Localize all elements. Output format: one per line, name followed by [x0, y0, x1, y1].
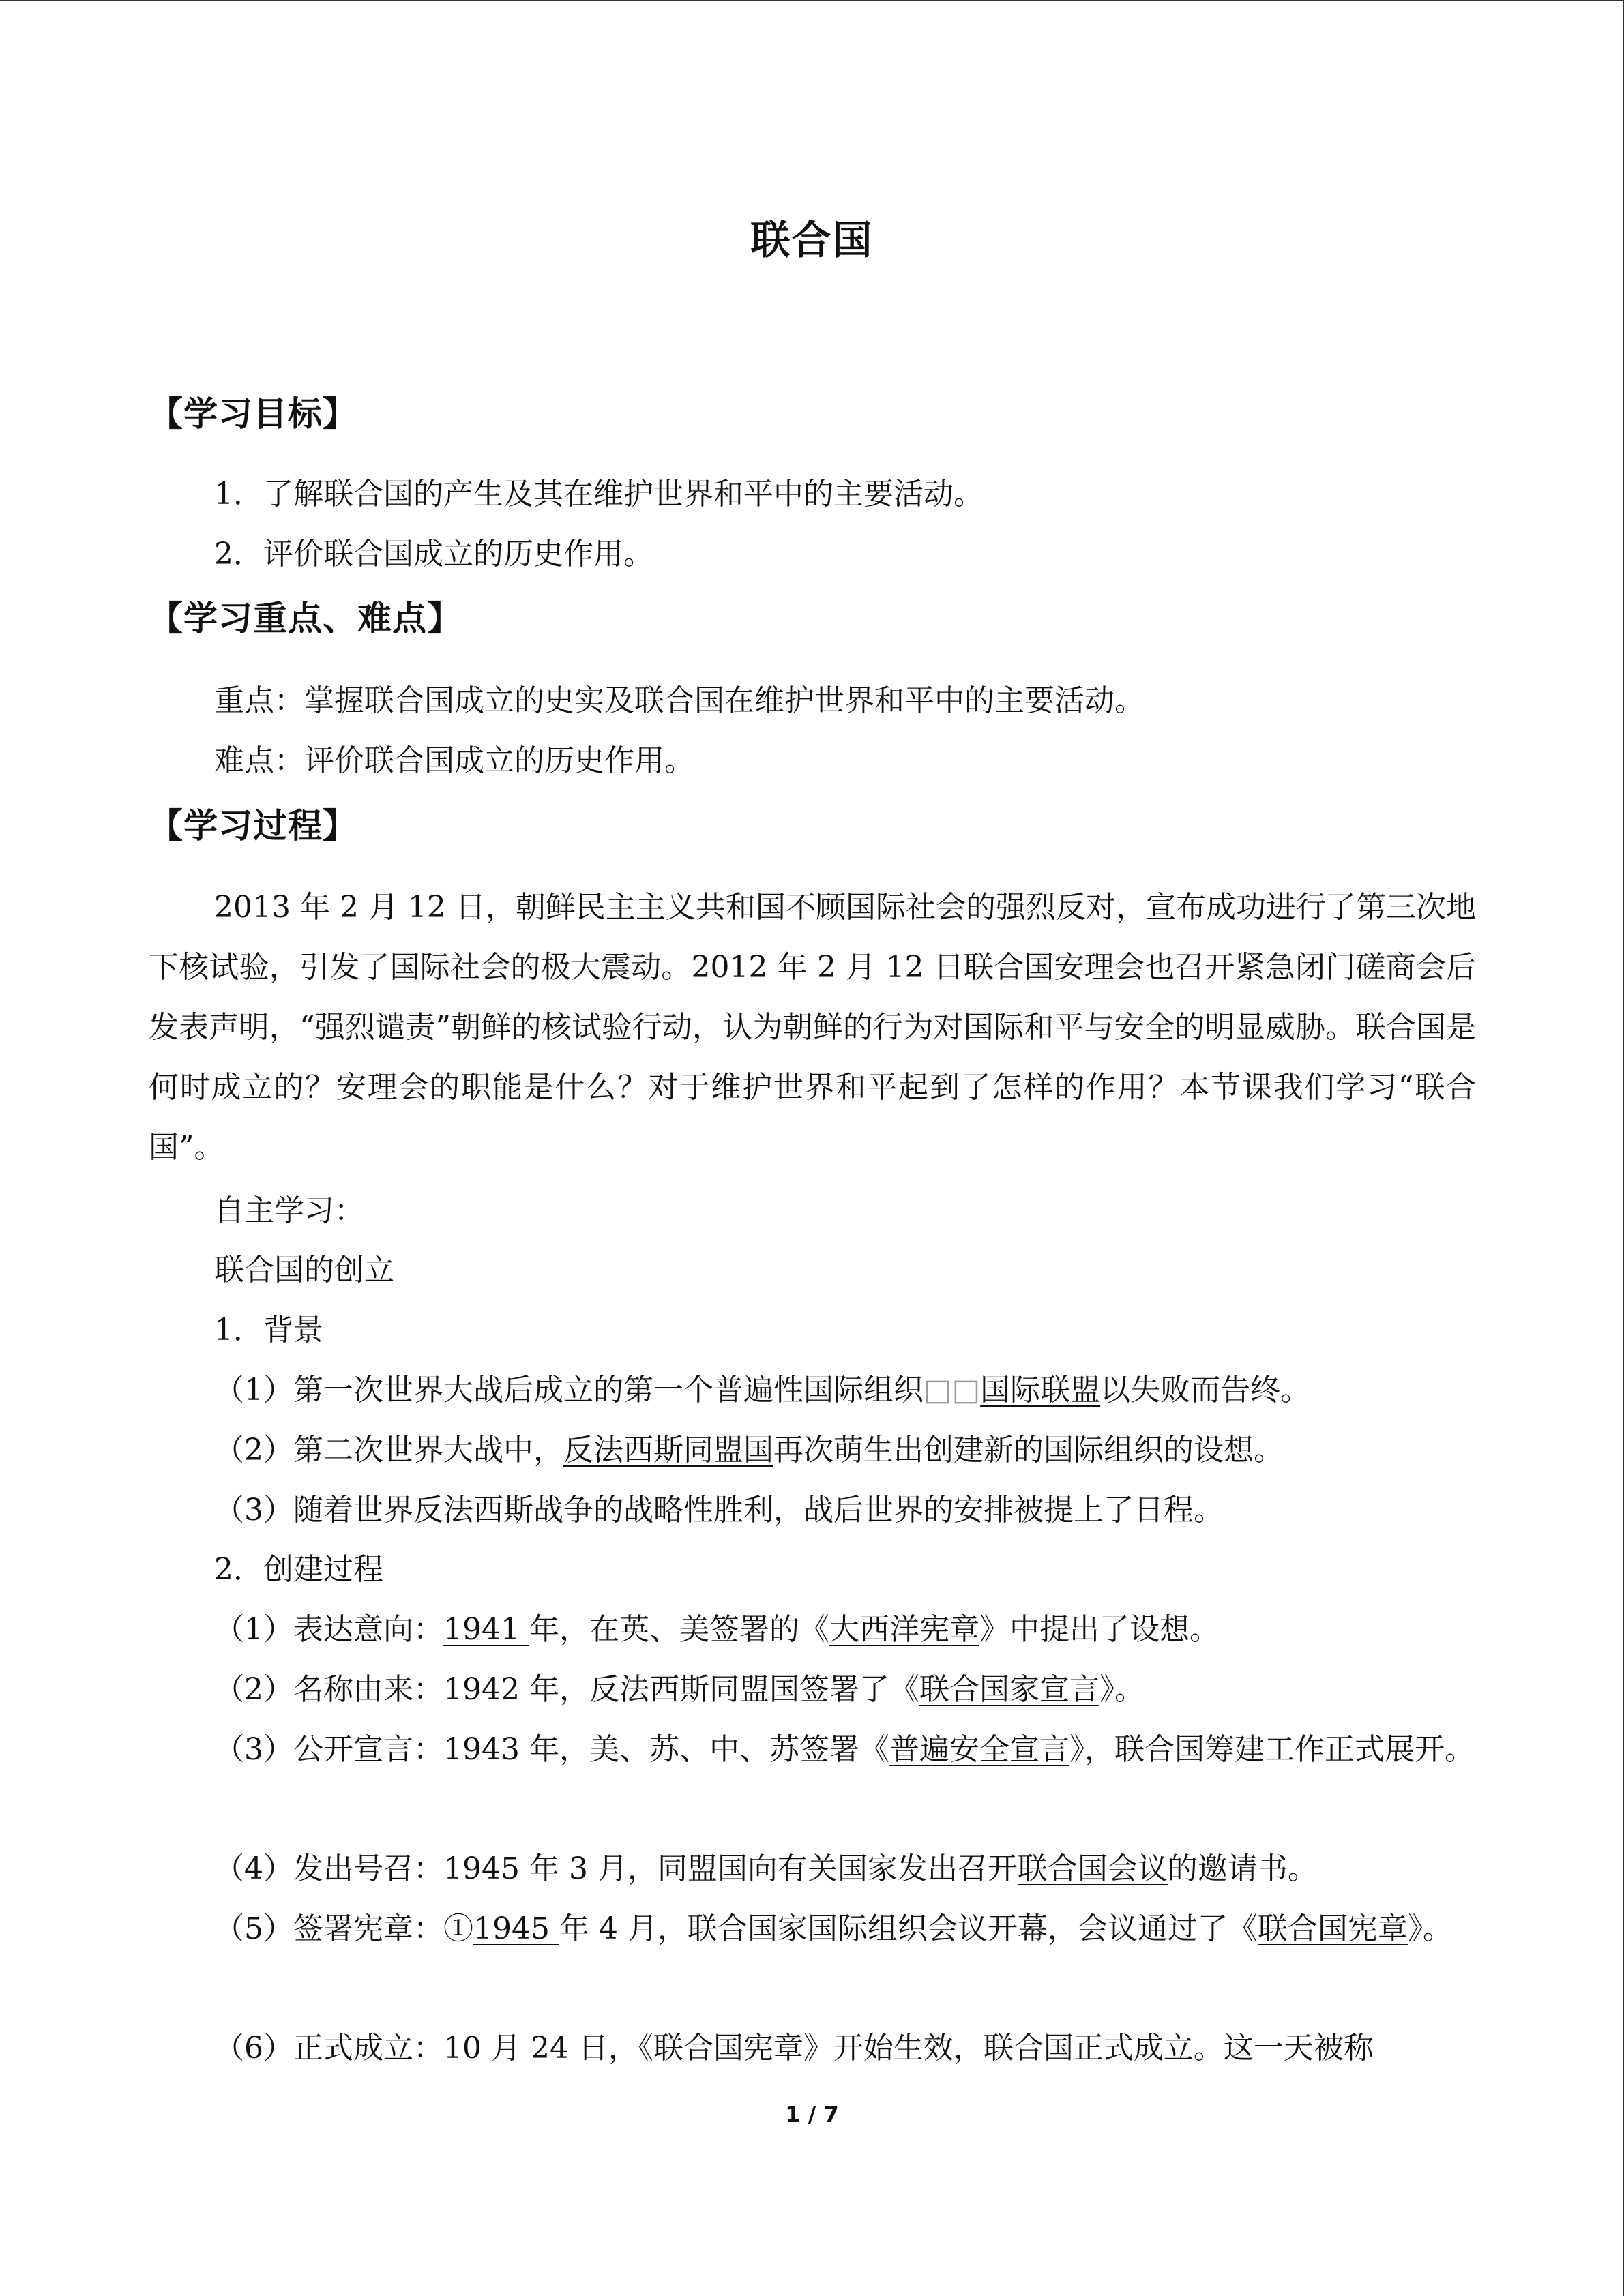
- answer-allied-nations: 反法西斯同盟国: [563, 1433, 773, 1467]
- answer-un-conference: 联合国会议: [1017, 1851, 1168, 1886]
- founding-heading: 联合国的创立: [214, 1253, 394, 1287]
- process-item-5: （5）签署宪章：①1945 年 4 月，联合国家国际组织会议开幕，会议通过了《联合国宪章》。: [214, 1911, 1453, 1946]
- answer-league-of-nations: 国际联盟: [980, 1373, 1101, 1407]
- process-item-2: （2）名称由来：1942 年，反法西斯同盟国签署了《联合国家宣言》。: [214, 1672, 1145, 1707]
- intro-paragraph: 2013 年 2 月 12 日，朝鲜民主主义共和国不顾国际社会的强烈反对，宣布成功进行了第三次地下核试验，引发了国际社会的极大震动。2012 年 2 月 12 日联合国安理会也召开紧急闭门磋商会后发表声明，“强烈谴责”朝鲜的核试验行动，认为朝鲜的行为对国际和平与安全的明显威胁。联合国是何时成立的？安理会的职能是什么？对于维护世界和平起到了怎样的作用？本节课我们学习“联合国”。: [149, 890, 1476, 1165]
- answer-year-1945: 1945: [473, 1911, 559, 1946]
- answer-security-declaration: 普遍安全宣言: [889, 1732, 1069, 1767]
- difficult-point: 难点：评价联合国成立的历史作用。: [214, 743, 694, 778]
- goal-item-1: 1．了解联合国的产生及其在维护世界和平中的主要活动。: [214, 477, 984, 511]
- answer-un-charter: 联合国宪章: [1257, 1911, 1408, 1946]
- page-border-top: [0, 0, 1624, 1]
- placeholder-boxes: □□: [924, 1373, 981, 1407]
- answer-atlantic-charter: 大西洋宪章: [829, 1612, 979, 1647]
- background-label: 1．背景: [214, 1313, 323, 1347]
- background-item-3: （3）随着世界反法西斯战争的战略性胜利，战后世界的安排被提上了日程。: [214, 1493, 1224, 1527]
- process-item-3: （3）公开宣言：1943 年，美、苏、中、苏签署《普遍安全宣言》，联合国筹建工作正式展开。: [214, 1732, 1475, 1767]
- page-number: 1 / 7: [785, 2102, 839, 2128]
- process-item-1: （1）表达意向：1941 年，在英、美签署的《大西洋宪章》中提出了设想。: [214, 1612, 1220, 1647]
- page-title: 联合国: [750, 217, 874, 263]
- goal-item-2: 2．评价联合国成立的历史作用。: [214, 537, 653, 571]
- learning-goals-heading: 【学习目标】: [149, 394, 357, 434]
- process-item-6: （6）正式成立：10 月 24 日，《联合国宪章》开始生效，联合国正式成立。这一天被称: [214, 2031, 1374, 2066]
- key-point: 重点：掌握联合国成立的史实及联合国在维护世界和平中的主要活动。: [214, 683, 1145, 718]
- answer-year-1941: 1941: [443, 1612, 529, 1647]
- self-study-label: 自主学习：: [214, 1193, 364, 1228]
- answer-un-declaration: 联合国家宣言: [919, 1672, 1099, 1707]
- process-label: 2．创建过程: [214, 1552, 383, 1587]
- background-item-1: （1）第一次世界大战后成立的第一个普遍性国际组织□□国际联盟以失败而告终。: [214, 1373, 1311, 1407]
- process-item-4: （4）发出号召：1945 年 3 月，同盟国向有关国家发出召开联合国会议的邀请书。: [214, 1851, 1318, 1886]
- key-points-heading: 【学习重点、难点】: [149, 599, 462, 638]
- learning-process-heading: 【学习过程】: [149, 806, 357, 846]
- background-item-2: （2）第二次世界大战中，反法西斯同盟国再次萌生出创建新的国际组织的设想。: [214, 1433, 1284, 1467]
